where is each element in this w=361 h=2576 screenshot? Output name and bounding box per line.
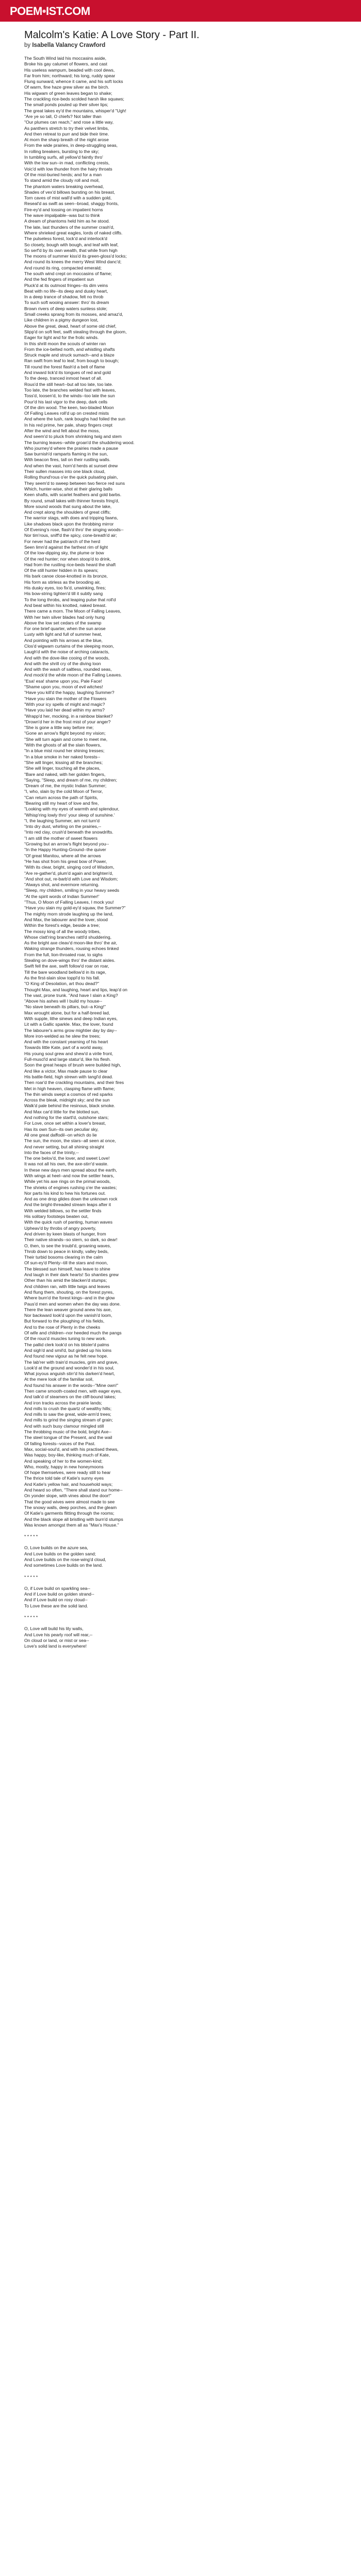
- poem-line: Saw burnish'd ramparts flaming in the sun,: [24, 451, 108, 457]
- poem-line: Torn caves of mist wall'd with a sudden gold,: [24, 195, 112, 201]
- poem-line: "In a blue mist round her shining tresses;: [24, 748, 105, 754]
- poem-line: "Have you slain the mother of the Flowers: [24, 696, 107, 701]
- poem-line: O, then, to see the troubl'd, groaning waves,: [24, 1243, 111, 1248]
- poem-line: "Above his ashes will I build my house--: [24, 998, 103, 1004]
- section-divider: * * * * *: [24, 1574, 38, 1580]
- poem-line: Far from him; northward; his long, ruddy spear: [24, 73, 116, 78]
- poem-container: [24, 29, 336, 1650]
- poem-line: Broke his gay calumet of flowers, and cast: [24, 61, 107, 67]
- poem-line: Love's solid land is everywhere!: [24, 1643, 87, 1649]
- poem-line: And if Love build on rosy cloud--: [24, 1597, 88, 1603]
- poem-line: "Thus, O Moon of Falling Leaves, I mock you!: [24, 900, 114, 905]
- poem-byline: [24, 42, 336, 48]
- poem-line: And Katie's yellow hair, and household ways;: [24, 1481, 113, 1487]
- poem-line: With supple, lithe sinews and deep Indian eyes,: [24, 1015, 118, 1021]
- poem-line: With her twin silver blades had only hung: [24, 614, 105, 620]
- poem-line: Of the red hunter; nor when stoop'd to drink,: [24, 556, 111, 562]
- poem-line: Too late, the branches welded fast with leaves,: [24, 387, 116, 393]
- poem-line: Beat with no life--its deep and dusky heart,: [24, 288, 108, 294]
- poem-line: And Love builds on the rose-wing'd cloud,: [24, 1557, 106, 1562]
- poem-line: His young soul grew and shew'd a virile front,: [24, 1050, 113, 1056]
- poem-line: Above the great, dead, heart of some old chief,: [24, 323, 117, 329]
- poem-line: "She is gone a little way before me;: [24, 725, 94, 731]
- poem-line: With beacon fires, tall on their rustling walls.: [24, 457, 111, 463]
- poem-line: And talk'd of steamers on the cliff-bound lakes;: [24, 1394, 116, 1400]
- poem-line: Walk'd pale behind the resinous, black smoke.: [24, 1103, 116, 1109]
- poem-line: And then retreat to purr and bide their time.: [24, 131, 109, 137]
- poem-line: From the full, lion-throated roar, to sighs: [24, 952, 103, 957]
- poem-line: The pulseless forest, lock'd and interlock'd: [24, 236, 107, 242]
- poem-line: And flung them, shouting, on the forest pyres,: [24, 1289, 114, 1295]
- poem-line: And like a victor, Max made pause to clear: [24, 1068, 108, 1074]
- poem-line: Toss'd, loosen'd, to the winds--too late the sun: [24, 393, 115, 399]
- poem-title: Malcolm's Katie: A Love Story - Part II.: [24, 29, 200, 41]
- poem-line: To stand amid the cloudy roll and moil,: [24, 178, 100, 183]
- poem-line: Other than his amid the blacken'd stumps;: [24, 1278, 107, 1283]
- poem-line: Into the faces of the trinity,--: [24, 1149, 79, 1155]
- poem-line: As the bright axe cleav'd moon-like thro' the air,: [24, 940, 118, 946]
- poem-line: Whose clatt'ring branches rattl'd shuddering,: [24, 934, 112, 940]
- poem-line: "Dream of me, the mystic Indian Summer;: [24, 783, 107, 789]
- poem-line: And found his answer in the words--"Mine own!": [24, 1382, 119, 1388]
- poem-line: Keen shafts, with scarlet feathers and gold barbs.: [24, 492, 122, 498]
- poem-line: Ran swift from leaf to leaf, from bough to bough;: [24, 358, 119, 364]
- poem-line: And inward lick'd its tongues of red and gold: [24, 370, 111, 376]
- poem-line: "Growing but an arrow's flight beyond you--: [24, 841, 109, 847]
- poem-line: For one brief quarter, when the sun arose: [24, 626, 106, 632]
- poem-line: Of Katie's garments flitting through the rooms;: [24, 1511, 114, 1516]
- logo-main-text: POEM: [10, 5, 42, 18]
- poem-line: The South Wind laid his moccasins aside,: [24, 56, 107, 61]
- poem-line: But forward to the ploughing of his fields,: [24, 1318, 105, 1324]
- poem-line: And beat within his knotted, naked breast.: [24, 602, 107, 608]
- poem-line: Where burn'd the forest kings--and in the glow: [24, 1295, 115, 1301]
- poem-line: And with the shrill cry of the diving loon: [24, 660, 101, 666]
- poem-line: In these new days men spread about the earth,: [24, 1167, 117, 1173]
- site-header: [0, 0, 361, 22]
- poem-line: Of Falling Leaves roll'd up on crested mists: [24, 411, 109, 416]
- poem-line: "Are re-gather'd, plum'd again and brighten'd,: [24, 870, 113, 876]
- poem-line: "I, the laughing Summer, am not turn'd: [24, 818, 100, 823]
- poem-line: And with the wash of saltless, rounded seas,: [24, 667, 112, 672]
- poem-line: Till round the forest flash'd a belt of flame: [24, 364, 105, 369]
- poem-line: "I am still the mother of sweet flowers: [24, 835, 98, 841]
- poem-line: Their sullen masses into one black cloud,: [24, 469, 106, 474]
- poem-line: Laugh'd with the noise of arching cataracts,: [24, 649, 110, 655]
- poem-line: And with such busy clamour mingled still: [24, 1423, 104, 1429]
- poem-line: Stealing on dove-wings thro' the distant aisles.: [24, 958, 116, 963]
- poem-line: That the good wives were almost made to see: [24, 1499, 115, 1504]
- poem-line: With the low sun--in mad, conflicting crests,: [24, 160, 110, 166]
- poem-line: In tumbling surfs, all yellow'd faintly thro': [24, 155, 103, 160]
- poem-line: Nor tim'rous, sniff'd the spicy, cone-breath'd air;: [24, 533, 117, 538]
- poem-line: Of sun-ey'd Plenty--till the stars and moon,: [24, 1260, 108, 1266]
- poem-line: His battle-field, high strewn with tangl'd dead.: [24, 1074, 113, 1079]
- poem-line: His wigwam of green leaves began to shake;: [24, 90, 112, 96]
- poem-line: To such soft wooing answer: thro' its dream: [24, 300, 109, 306]
- poem-line: The one belov'd, the lover, and sweet Love!: [24, 1156, 110, 1161]
- poem-line: Nor backward look'd upon the vanish'd loom,: [24, 1313, 112, 1318]
- poem-line: And Love his pearly roof will rear,--: [24, 1632, 93, 1637]
- poem-line: "Bare and naked, with her golden fingers,: [24, 771, 106, 777]
- poem-line: "I, who, slain by the cold Moon of Terror,: [24, 789, 103, 794]
- poem-line: "Into dry dust, whirling on the prairies,--: [24, 824, 102, 829]
- poem-line: Small creeks sprang from its mosses, and amaz'd,: [24, 312, 123, 317]
- poem-line: And pointing with his arrows at the blue,: [24, 637, 103, 643]
- poem-line: Of Evening's rose, flash'd thro' the singing woods--: [24, 527, 124, 533]
- poem-line: There came a morn. The Moon of Falling Leaves,: [24, 608, 122, 614]
- poem-line: His useless wampum, beaded with cool dews,: [24, 67, 115, 73]
- poem-line: The labourer's arms grow mightier day by day--: [24, 1027, 117, 1033]
- poem-line: "Looking with my eyes of warmth and splendour,: [24, 806, 120, 812]
- poem-line: Met in high heaven, clasping flame with flame;: [24, 1086, 115, 1091]
- poem-line: "Into red clay, crush'd beneath the snowdrifts.: [24, 829, 113, 835]
- poem-line: O, Love will build his lily walls,: [24, 1626, 84, 1632]
- poem-line: At morn the sharp breath of the night arose: [24, 137, 109, 143]
- poem-line: Eager for light and for the frolic winds.: [24, 335, 99, 341]
- poem-line: And Max car'd little for the blotted sun,: [24, 1109, 100, 1114]
- logo-dot: •: [42, 5, 46, 18]
- poem-line: Clos'd wigwam curtains of the sleeping moon,: [24, 643, 114, 649]
- poem-line: And found new vigour as he felt new hope.: [24, 1353, 108, 1359]
- poem-line: And nothing for the startl'd, outshone stars;: [24, 1115, 109, 1121]
- poem-line: And when the vast, horn'd herds at sunset drew: [24, 463, 118, 468]
- poem-line: "Wrapp'd her, mocking, in a rainbow blanket?: [24, 713, 113, 719]
- site-logo[interactable]: [10, 5, 90, 18]
- poem-line: Above the low set cedars of the swamp: [24, 620, 102, 625]
- poem-line: On cloud or land, or mist or sea--: [24, 1637, 89, 1643]
- poem-line: The pallid clerk look'd on his blister'd palms: [24, 1342, 109, 1347]
- poem-line: And the fed fingers of impatient sun: [24, 277, 94, 282]
- poem-line: By round, small lakes with thinner forests fring'd,: [24, 498, 120, 503]
- poem-line: And sometimes Love builds on the land.: [24, 1563, 103, 1568]
- poem-line: His dusky eyes, too fix'd, unwinking, fires;: [24, 585, 106, 591]
- poem-line: And mock'd the white moon of the Falling Leaves.: [24, 672, 122, 678]
- poem-line: Towards little Kate, part of a world away,: [24, 1045, 104, 1050]
- poem-line: "Of great Manitou, where all the arrows: [24, 853, 101, 858]
- poem-line: "Bearing still my heart of love and fire,: [24, 801, 99, 806]
- poem-line: "She will linger, touching all the places,: [24, 766, 101, 771]
- poem-line: Within the forest's edge, beside a tree;: [24, 923, 100, 928]
- logo-tail-text: IST.COM: [46, 5, 90, 18]
- poem-line: Of the mist-buried herds; and for a man: [24, 172, 102, 177]
- poem-line: "Drown'd her in the frost mist of your anger?: [24, 719, 111, 724]
- poem-line: "In a blue smoke in her naked forests--: [24, 754, 101, 759]
- poem-line: Who journey'd where the prairies made a pause: [24, 445, 119, 451]
- poem-line: With welded billows, so the settler finds: [24, 1208, 102, 1213]
- poem-line: From the wide prairies, in deep-struggling seas,: [24, 143, 118, 148]
- poem-line: And where the lush, rank boughs had foiled the sun: [24, 416, 125, 422]
- poem-line: And with the dove-like cooing of the woods,: [24, 655, 110, 660]
- poem-line: The great lakes ey'd the mountains, whisper'd "Ugh!: [24, 108, 126, 113]
- poem-line: Seen limn'd against the farthest rim of light: [24, 544, 108, 550]
- poem-line: Like children in a pigmy dungeon lost,: [24, 317, 99, 323]
- poem-line: Across the bleak, midnight sky; and the sun: [24, 1097, 110, 1103]
- poem-line: All one great daffodil--on which do lie: [24, 1132, 97, 1138]
- poem-line: Of warm, fine haze grew silver as the birch.: [24, 84, 109, 90]
- poem-line: Had from the rustling rice-beds heard the shaft: [24, 562, 116, 567]
- poem-line: "She will linger, kissing all the branches;: [24, 759, 103, 765]
- poem-line: "With your icy spells of might and magic?: [24, 701, 105, 707]
- poem-line: "Esa! esa! shame upon you, Pale Face!: [24, 678, 102, 684]
- poem-line: The warrior stags, with does and tripping fawns,: [24, 515, 118, 521]
- byline-prefix: by: [24, 42, 31, 48]
- poem-line: "Shame upon you, moon of evil witches!: [24, 684, 103, 690]
- poem-line: Till the bare woodland bellow'd in its rage,: [24, 969, 106, 975]
- poem-line: Has its own Sun--its own peculiar sky,: [24, 1126, 99, 1132]
- poem-line: While yet his axe rings on the primal woods,: [24, 1179, 111, 1184]
- poem-line: They seem'd to sweep between two fierce red suns: [24, 480, 125, 486]
- poem-line: And mills to grind the singing stream of grain;: [24, 1417, 113, 1423]
- poem-line: Soon the great heaps of brush were builded high,: [24, 1062, 121, 1068]
- poem-line: "She will turn again and come to meet me,: [24, 736, 108, 742]
- poem-line: The south wind crept on moccasins of flame;: [24, 270, 112, 276]
- poem-line: Of wife and children--nor heeded much the pangs: [24, 1330, 122, 1336]
- poem-line: Of falling forests--voices of the Past.: [24, 1440, 96, 1446]
- poem-line: Thought Max, and laughing, heart and lips, leap'd on: [24, 987, 127, 992]
- poem-line: And crept along the shoulders of great cliffs;: [24, 510, 111, 515]
- poem-line: To the long throbs, and leaping pulse that roll'd: [24, 597, 116, 602]
- poem-line: Their turbid bosoms clearing in the calm: [24, 1255, 103, 1260]
- poem-line: "Can return across the path of Spirits,: [24, 794, 99, 800]
- poem-line: To the deep, tranced inmost heart of all.: [24, 376, 102, 381]
- poem-line: Lusty with light and full of summer heat,: [24, 632, 102, 637]
- poem-line: The sun, the moon, the stars--all seen at once,: [24, 1138, 116, 1144]
- poem-line: So closely, bough with bough, and leaf with leaf,: [24, 242, 119, 247]
- poem-line: And the black slope all bristling with burn'd stumps: [24, 1516, 123, 1522]
- poem-line: And if Love build on golden strand--: [24, 1591, 94, 1597]
- poem-line: And driven by keen blasts of hunger, from: [24, 1231, 106, 1236]
- poem-line: His form as stirless as the brooding air,: [24, 579, 101, 585]
- poem-line: Reseal'd as swift as seen--broad, shaggy fronts,: [24, 201, 119, 207]
- poem-line: With wings at heel--and now the settler hears,: [24, 1173, 114, 1178]
- author-link[interactable]: Isabella Valancy Crawford: [32, 42, 106, 48]
- poem-line: And round its ring, compacted emerald;: [24, 265, 102, 270]
- poem-line: A dream of phantoms held him as he stood.: [24, 218, 110, 224]
- poem-line: The mighty morn strode laughing up the land,: [24, 911, 113, 917]
- poem-line: Brown rivers of deep waters sunless stole;: [24, 306, 107, 311]
- poem-line: Paus'd men and women when the day was done.: [24, 1301, 121, 1307]
- poem-line: "Have you kill'd the happy, laughing Summer?: [24, 690, 114, 696]
- poem-line: On yonder slope, with vines about the door!": [24, 1493, 111, 1499]
- poem-line: The shrieks of engines rushing o'er the wastes;: [24, 1184, 117, 1190]
- poem-line: "In the Happy Hunting-Ground--the quiver: [24, 847, 106, 853]
- poem-line: The phantom waters breaking overhead,: [24, 183, 104, 189]
- poem-line: Max, social-soul'd, and with his practised thews,: [24, 1446, 119, 1452]
- poem-line: Flung sunward, whence it came, and his soft locks: [24, 79, 123, 84]
- poem-line: Was known amongst them all as "Max's House.": [24, 1522, 119, 1528]
- poem-line: The small ponds pouted up their silver lips;: [24, 102, 108, 108]
- poem-line: "With the ghosts of all the slain flowers,: [24, 742, 102, 748]
- poem-line: Of the still hunter hidden in its spears;: [24, 568, 99, 573]
- poem-line: Then came smooth-coated men, with eager eyes,: [24, 1388, 122, 1394]
- poem-line: O, if Love build on sparkling sea--: [24, 1585, 91, 1591]
- poem-line: And round its knees the merry West Wind danc'd;: [24, 259, 122, 265]
- poem-line: And seem'd to pluck from shrinking twig and stem: [24, 434, 122, 439]
- poem-stanza-4: [24, 1626, 336, 1649]
- poem-line: In this shrill moon the scouts of winter ran: [24, 341, 106, 346]
- poem-line: "With its clear, bright, singing cord of Wisdom,: [24, 865, 114, 870]
- poem-line: Throb down to peace in kindly, valley beds,: [24, 1248, 109, 1254]
- poem-line: For Love, once set within a lover's breast,: [24, 1121, 106, 1126]
- poem-line: Their native strands--so stern, so dark, so dear!: [24, 1237, 118, 1243]
- poem-line: Voic'd with low thunder from the hairy throats: [24, 166, 112, 172]
- poem-line: Where shrieked great eagles, lords of naked cliffs.: [24, 230, 123, 235]
- poem-line: The crackling rice-beds scolded harsh like squaws;: [24, 96, 124, 102]
- poem-stanza-2: [24, 1545, 336, 1568]
- poem-line: In his red prime, her pale, sharp fingers crept: [24, 422, 113, 428]
- poem-line: Pluck'd at its outmost fringes--its dim veins: [24, 282, 108, 288]
- poem-line: And Love builds on the golden sand;: [24, 1551, 96, 1556]
- poem-line: Pour'd his last vigor to the deep, dark cells: [24, 399, 108, 404]
- poem-line: Which, hunter-wise, shot at their glaring balls: [24, 486, 112, 492]
- poem-line: Full-muscl'd and large statur'd, like his flesh.: [24, 1057, 111, 1062]
- poem-line: Then roar'd the crackling mountains, and their fires: [24, 1080, 124, 1086]
- poem-line: Rous'd the still heart--but all too late, too late.: [24, 381, 113, 387]
- poem-line: "Have you laid her dead within my arms?: [24, 707, 105, 713]
- poem-line: "O King of Desolation, art thou dead?": [24, 981, 100, 987]
- poem-line: Who, mostly, happy in new honeymoons: [24, 1464, 104, 1469]
- poem-line: And never setting, but all shining straight: [24, 1144, 104, 1149]
- poem-line: Max wrought alone, but for a half-breed lad,: [24, 1010, 110, 1015]
- poem-line: "He has shot from his great bow of Power,: [24, 858, 107, 864]
- poem-line: The wave impalpable--was but to think: [24, 213, 100, 218]
- poem-line: The vast, prone trunk. "And have I slain a King?: [24, 992, 118, 998]
- poem-line: "Are ye so tall, O chiefs? Not taller than: [24, 113, 102, 119]
- poem-line: The steel tongue of the Present, and the wail: [24, 1435, 112, 1440]
- poem-line: It was not all his own, the axe-stirr'd waste.: [24, 1161, 109, 1167]
- poem-line: Fire-ey'd and tossing on impatient horns: [24, 207, 103, 212]
- poem-line: And mills to crush the quartz of wealthy hills;: [24, 1405, 112, 1411]
- poem-line: Waking strange thunders, rousing echoes linked: [24, 946, 119, 952]
- poem-line: From the ice-belted north, and whistling shafts: [24, 346, 115, 352]
- poem-line: Was happy, boy-like, thinking much of Kate,: [24, 1452, 110, 1458]
- poem-line: The snowy walls, deep porches, and the gleam: [24, 1504, 117, 1510]
- poem-line: And Max, the labourer and the lover, stood: [24, 917, 108, 922]
- poem-line: More iron-welded as he slew the trees;: [24, 1033, 101, 1039]
- poem-line: And as one drop glides down the unknown rock: [24, 1196, 118, 1202]
- poem-line: "Gone an arrow's flight beyond my vision;: [24, 731, 106, 736]
- poem-line: Look'd at the ground and wonder'd in his soul,: [24, 1365, 114, 1370]
- poem-line: The lab'rer with train'd muscles, grim and grave,: [24, 1359, 119, 1365]
- poem-line: Of the dim wood. The keen, two-bladed Moon: [24, 404, 114, 410]
- poem-stanza-3: [24, 1586, 336, 1609]
- poem-line: His bark canoe close-knotted in its bronze,: [24, 573, 108, 579]
- poem-line: O, Love builds on the azure sea,: [24, 1545, 88, 1551]
- poem-line: Rolling thund'rous o'er the quick pulsating plain,: [24, 474, 118, 480]
- poem-part-1: [24, 56, 336, 1528]
- poem-line: Of the rous'd muscles tuning to new work.: [24, 1336, 107, 1342]
- poem-line: And the bright-threaded stream leaps after it: [24, 1202, 111, 1208]
- poem-line: More sound woods that sung about the lake,: [24, 503, 112, 509]
- poem-line: "Our plumes can reach," and rose a little way,: [24, 120, 114, 125]
- poem-line: So serf'd by its own wealth, that while from high: [24, 247, 118, 253]
- poem-line: And laugh in their dark hearts! So shanties grew: [24, 1272, 119, 1278]
- poem-line: Like shadows black upon the throbbing mirror: [24, 521, 114, 527]
- poem-line: And mills to saw the great, wide-arm'd trees;: [24, 1412, 111, 1417]
- poem-line: To Love these are the solid land.: [24, 1603, 88, 1608]
- poem-line: Lit with a Gallic sparkle. Max, the lover, found: [24, 1022, 113, 1027]
- section-divider: * * * * *: [24, 1615, 38, 1620]
- poem-line: His solitary footsteps beaten out,: [24, 1214, 89, 1219]
- poem-line: As the first-slain slow toppl'd to his fall.: [24, 975, 100, 980]
- poem-line: "At the spirit words of Indian Summer!': [24, 893, 100, 899]
- poem-line: Swift fell the axe, swift follow'd roar on roar,: [24, 963, 109, 969]
- poem-line: "Whisp'ring lowly thro' your sleep of sunshine.': [24, 812, 115, 818]
- poem-line: Of the low-dipping sky, the plume or bow: [24, 550, 104, 556]
- poem-line: With the quick rush of panting, human waves: [24, 1219, 113, 1225]
- poem-line: And children ran, with little twigs and leaves: [24, 1283, 110, 1289]
- poem-line: The thin winds swept a cosmos of red sparks: [24, 1091, 113, 1097]
- poem-line: The late, last thunders of the summer crash'd,: [24, 224, 114, 230]
- poem-line: The mossy king of all the woody tribes,: [24, 928, 101, 934]
- poem-line: The throbbing music of the bold, bright Axe--: [24, 1429, 112, 1435]
- poem-line: His bow-string tighten'd till it subtly sang: [24, 591, 103, 597]
- poem-line: And with the constant yearning of his heart: [24, 1039, 108, 1045]
- poem-line: There the lean weaver ground anew his axe,: [24, 1307, 112, 1312]
- poem-line: "And shot out, re-barb'd with Love and Wisdom;: [24, 876, 118, 882]
- poem-line: As panthers stretch to try their velvet limbs,: [24, 125, 109, 131]
- poem-line: And to the rose of Plenty in the cheeks: [24, 1324, 101, 1330]
- poem-line: And speaking of her to the women-kind;: [24, 1458, 103, 1464]
- poem-line: And iron tracks across the prairie lands;: [24, 1400, 102, 1405]
- poem-line: The moons of summer kiss'd its green-gloss'd locks;: [24, 253, 127, 259]
- poem-line: In a deep trance of shadow, felt no throb: [24, 294, 104, 300]
- poem-line: In rolling breakers, bursting to the sky;: [24, 148, 100, 154]
- poem-line: What joyous anguish stirr'd his darken'd heart,: [24, 1371, 115, 1377]
- poem-line: At the mere look of the familiar soil,: [24, 1377, 94, 1382]
- poem-line: Nor parts his kind to hew his fortunes out.: [24, 1190, 106, 1196]
- poem-line: "Always shot, and evermore returning.: [24, 882, 100, 888]
- section-divider: * * * * *: [24, 1534, 38, 1539]
- poem-line: Struck maple and struck sumach--and a blaze: [24, 352, 114, 358]
- poem-line: And heard so often, "There shall stand our home--: [24, 1487, 123, 1493]
- poem-line: The thrice told tale of Katie's sunny eyes: [24, 1476, 104, 1481]
- poem-line: Upheav'd by throbs of angry poverty,: [24, 1225, 96, 1231]
- poem-line: Shades of vex'd billows bursting on his breast,: [24, 189, 115, 195]
- poem-line: The burning leaves--while groan'd the shuddering wood.: [24, 439, 135, 445]
- poem-line: The blessed sun himself, has leave to shine: [24, 1266, 110, 1272]
- poem-line: Of hope themselves, were ready still to hear: [24, 1470, 111, 1476]
- poem-line: "No slave beneath its pillars, but--a King!": [24, 1004, 106, 1010]
- poem-line: After the wind and felt about the moss,: [24, 428, 100, 433]
- poem-line: "Sleep, my children, smiling in your heavy seeds: [24, 888, 120, 893]
- poem-line: And sigh'd and smil'd, but girded up his loins: [24, 1347, 112, 1353]
- poem-line: Slipp'd on soft feet, swift stealing through the gloom,: [24, 329, 127, 334]
- poem-line: "Saying, "Sleep, and dream of me, my children;: [24, 777, 117, 783]
- poem-line: "Have you slain my gold-ey'd squaw, the Summer?": [24, 905, 126, 911]
- poem-line: For never had the patriarch of the herd: [24, 538, 101, 544]
